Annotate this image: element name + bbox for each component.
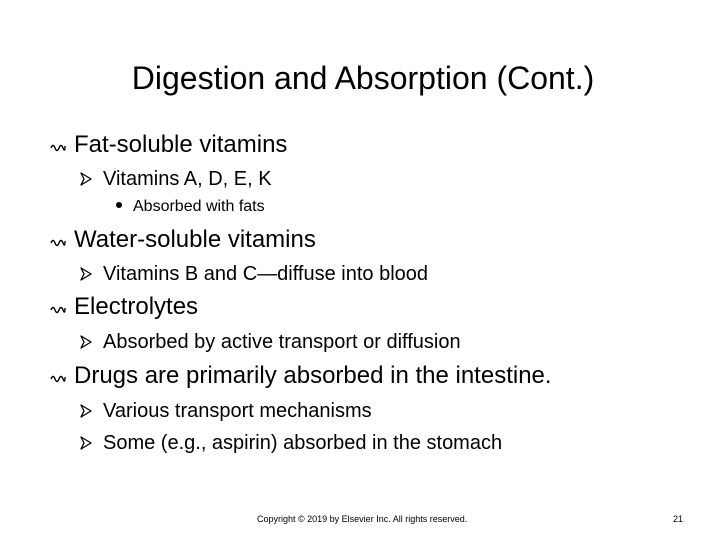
bullet-water-soluble-vitamins: Water-soluble vitamins	[74, 226, 316, 253]
wave-bullet-icon	[50, 373, 66, 383]
bullet-drugs-absorbed: Drugs are primarily absorbed in the intestine.	[74, 362, 552, 389]
arrowhead-bullet-icon	[80, 335, 92, 349]
subbullet-vitamins-adek: Vitamins A, D, E, K	[103, 168, 272, 190]
arrowhead-bullet-icon	[80, 172, 92, 186]
subsubbullet-absorbed-with-fats: Absorbed with fats	[133, 198, 265, 215]
slide-title: Digestion and Absorption (Cont.)	[131, 60, 595, 96]
arrowhead-bullet-icon	[80, 267, 92, 281]
page-number: 21	[672, 514, 683, 524]
footer-copyright: Copyright © 2019 by Elsevier Inc. All rights reserved.	[257, 514, 468, 524]
subbullet-transport-mechanisms: Various transport mechanisms	[103, 400, 372, 422]
arrowhead-bullet-icon	[80, 436, 92, 450]
wave-bullet-icon	[50, 304, 66, 314]
subbullet-aspirin-stomach: Some (e.g., aspirin) absorbed in the stomach	[103, 432, 503, 454]
dot-bullet-icon	[116, 202, 122, 208]
bullet-electrolytes: Electrolytes	[74, 293, 199, 320]
subbullet-active-transport: Absorbed by active transport or diffusion	[103, 331, 461, 353]
wave-bullet-icon	[50, 237, 66, 247]
bullet-fat-soluble-vitamins: Fat-soluble vitamins	[74, 131, 288, 158]
arrowhead-bullet-icon	[80, 404, 92, 418]
subbullet-vitamins-b-c: Vitamins B and C—diffuse into blood	[103, 263, 429, 285]
wave-bullet-icon	[50, 142, 66, 152]
